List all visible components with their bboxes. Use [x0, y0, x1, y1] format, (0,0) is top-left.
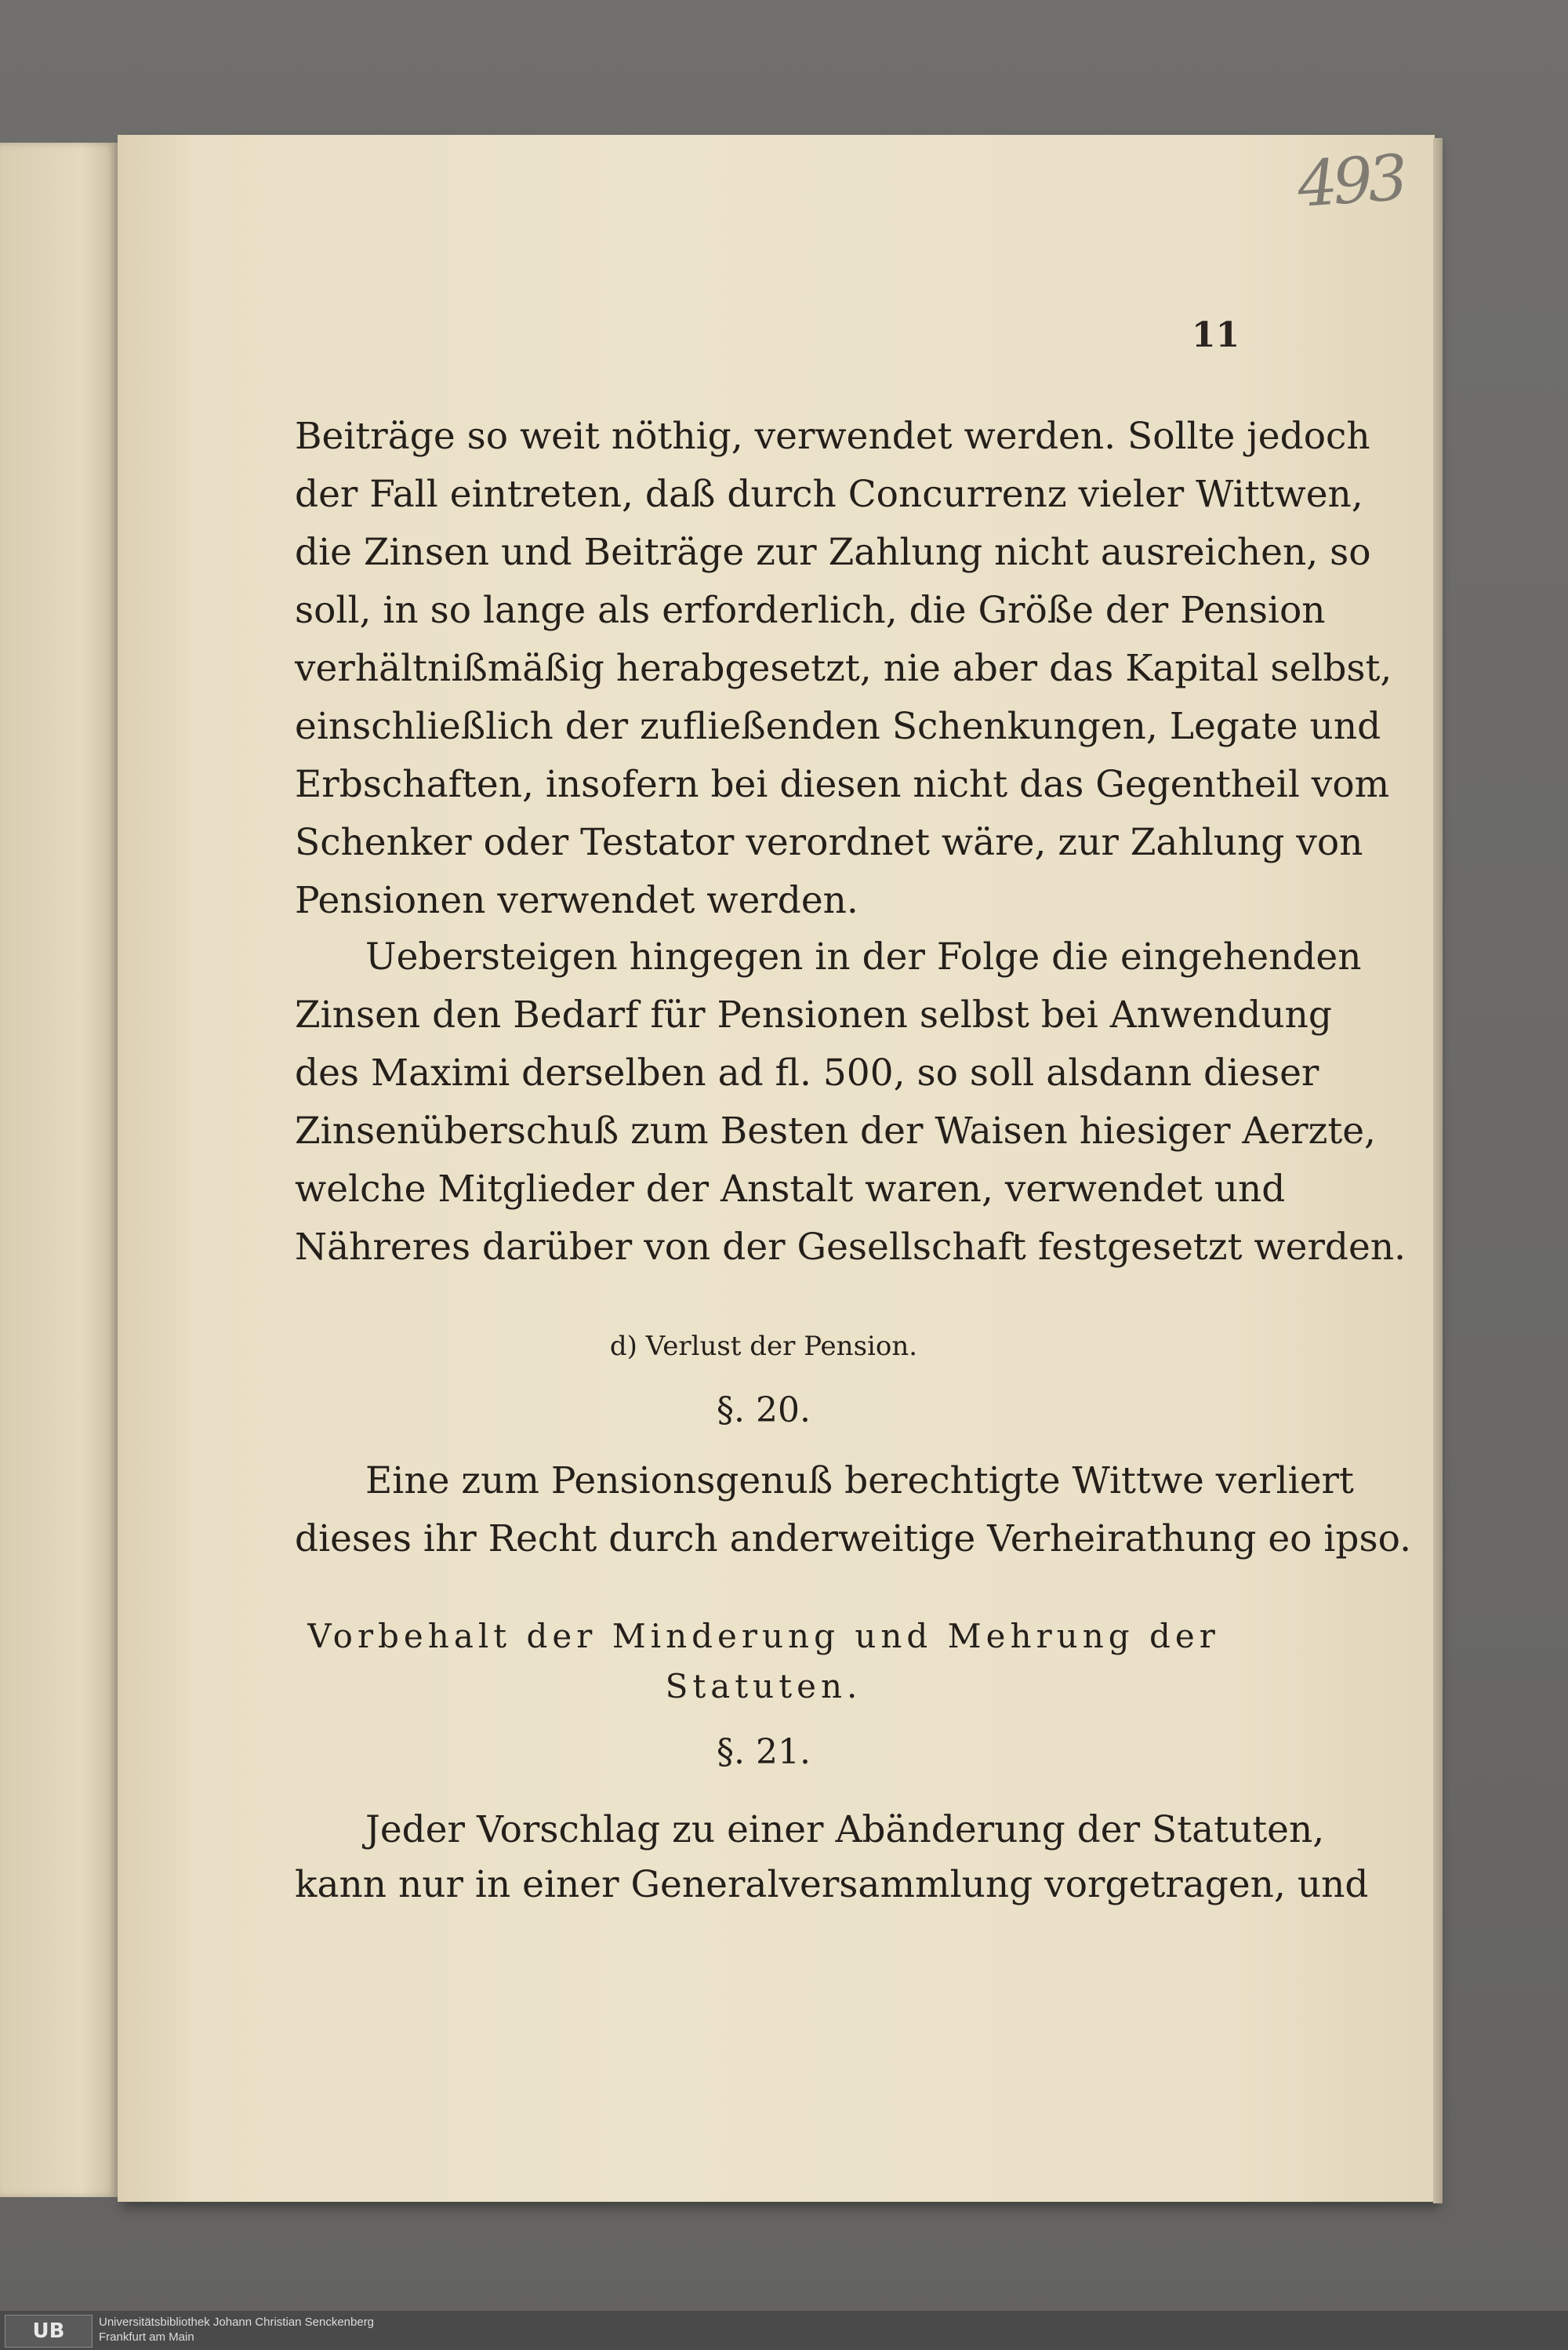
section-number: §. 21.	[717, 1732, 811, 1772]
handwritten-folio-number: 493	[1294, 140, 1406, 222]
library-logo: UB	[5, 2315, 93, 2348]
page-number: 11	[1192, 315, 1240, 355]
text-line: verhältnißmäßig herabgesetzt, nie aber das Kapital selbst,	[295, 647, 1392, 690]
text-line: Erbschaften, insofern bei diesen nicht das Gegentheil vom	[295, 763, 1390, 806]
text-line: einschließlich der zufließenden Schenkungen, Legate und	[295, 705, 1381, 748]
text-line: der Fall eintreten, daß durch Concurrenz vieler Wittwen,	[295, 473, 1363, 516]
text-line: kann nur in einer Generalversammlung vorgetragen, und	[295, 1863, 1369, 1906]
text-line: welche Mitglieder der Anstalt waren, verwendet und	[295, 1168, 1286, 1211]
text-line: Schenker oder Testator verordnet wäre, zur Zahlung von	[295, 821, 1363, 864]
previous-page-edge	[0, 143, 118, 2197]
text-line: Beiträge so weit nöthig, verwendet werden. Sollte jedoch	[295, 415, 1370, 458]
text-line: die Zinsen und Beiträge zur Zahlung nicht ausreichen, so	[295, 531, 1371, 574]
text-line: Eine zum Pensionsgenuß berechtigte Wittwe verliert	[365, 1459, 1354, 1502]
text-line: Jeder Vorschlag zu einer Abänderung der Statuten,	[365, 1808, 1325, 1851]
section-title: Statuten.	[665, 1667, 862, 1705]
text-line: Pensionen verwendet werden.	[295, 879, 858, 922]
text-line: des Maximi derselben ad fl. 500, so soll alsdann dieser	[295, 1052, 1319, 1095]
text-line: Uebersteigen hingegen in der Folge die eingehenden	[365, 935, 1362, 979]
text-line: dieses ihr Recht durch anderweitige Verheirathung eo ipso.	[295, 1517, 1412, 1560]
text-line: soll, in so lange als erforderlich, die Größe der Pension	[295, 589, 1326, 632]
subsection-heading: d) Verlust der Pension.	[609, 1331, 918, 1362]
text-line: Zinsen den Bedarf für Pensionen selbst bei Anwendung	[295, 993, 1332, 1037]
library-city: Frankfurt am Main	[99, 2330, 194, 2344]
library-name: Universitätsbibliothek Johann Christian Senckenberg	[99, 2315, 375, 2329]
page-edge-shadow	[1433, 138, 1443, 2203]
section-title: Vorbehalt der Minderung und Mehrung der	[307, 1617, 1220, 1655]
text-line: Nähreres darüber von der Gesellschaft festgesetzt werden.	[295, 1226, 1406, 1269]
section-number: §. 20.	[717, 1390, 811, 1430]
text-line: Zinsenüberschuß zum Besten der Waisen hiesiger Aerzte,	[295, 1110, 1376, 1153]
